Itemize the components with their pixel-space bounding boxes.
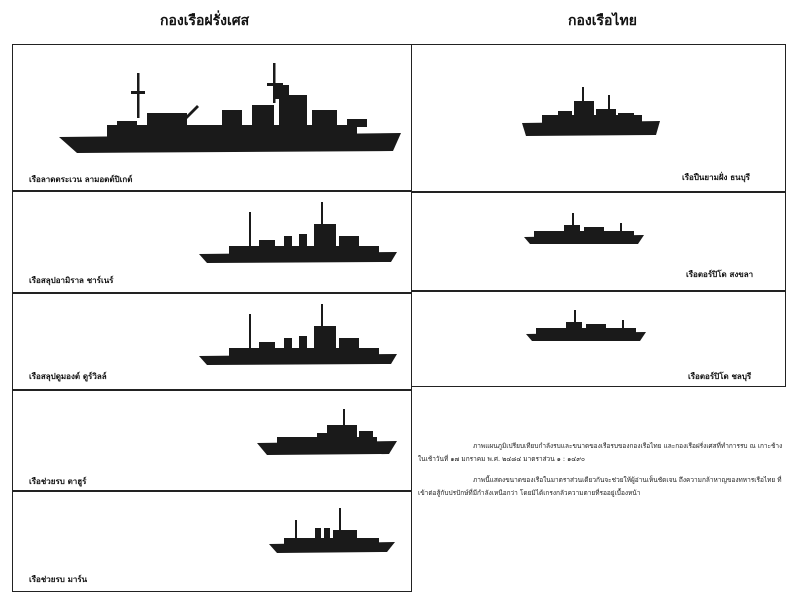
ship-label: เรือช่วยรบ ตาฮูร์: [29, 477, 87, 486]
ship-label: เรือลาดตระเวน ลามอตต์ปิเกต์: [29, 175, 133, 184]
gunboat-silhouette-icon: [257, 407, 397, 457]
sloop-silhouette-icon: [199, 200, 399, 264]
coastal-defence-ship-silhouette-icon: [522, 85, 660, 137]
ship-label: เรือปืนยามฝั่ง ธนบุรี: [682, 173, 750, 182]
ship-label: เรือสลุปดูมองต์ ดูร์วิลล์: [29, 372, 107, 381]
ship-label: เรือตอร์ปิโด ชลบุรี: [688, 372, 752, 381]
thai-ship-panel-3: [412, 291, 786, 387]
ship-label: เรือช่วยรบ มาร์น: [29, 575, 88, 584]
gunboat-silhouette-icon: [269, 506, 395, 554]
thai-ship-panel-2: [412, 192, 786, 291]
french-ship-panel-4: [12, 390, 412, 491]
sloop-silhouette-icon: [199, 302, 399, 366]
french-ship-panel-1: [12, 44, 412, 191]
thai-fleet-heading: กองเรือไทย: [568, 13, 637, 29]
french-ship-panel-3: [12, 293, 412, 390]
torpedo-boat-silhouette-icon: [524, 211, 644, 245]
caption-paragraph-1: ภาพแผนภูมิเปรียบเทียบกำลังรบและขนาดของเรือรบของกองเรือไทย และกองเรือฝรั่งเศสที่ทำการรบ ณ เกาะช้าง ในเช้าวันที่ ๑๗ มกราคม พ.ศ. ๒๔๘๔ มาตราส่วน ๑ : ๑๔๙๐: [418, 442, 783, 463]
french-fleet-heading: กองเรือฝรั่งเศส: [160, 13, 250, 29]
thai-ship-panel-1: [412, 44, 786, 192]
torpedo-boat-silhouette-icon: [526, 308, 646, 342]
caption-paragraph-2: ภาพนี้แสดงขนาดของเรือในมาตราส่วนเดียวกันจะช่วยให้ผู้อ่านเห็นชัดเจน ถึงความกล้าหาญของทหารเรือไทย ที่เข้าต่อสู้กับปรปักษ์ที่มีกำลังเหนือกว่า โดยมิได้เกรงกลัวความตายที่รออยู่เบื้องหน้า: [418, 476, 782, 497]
french-ship-panel-5: [12, 491, 412, 592]
caption-note: [418, 440, 788, 500]
ship-label: เรือสลุปอามิราล ชาร์เนร์: [29, 276, 114, 285]
cruiser-silhouette-icon: [57, 55, 403, 155]
ship-label: เรือตอร์ปิโด สงขลา: [686, 270, 754, 279]
french-ship-panel-2: [12, 191, 412, 293]
